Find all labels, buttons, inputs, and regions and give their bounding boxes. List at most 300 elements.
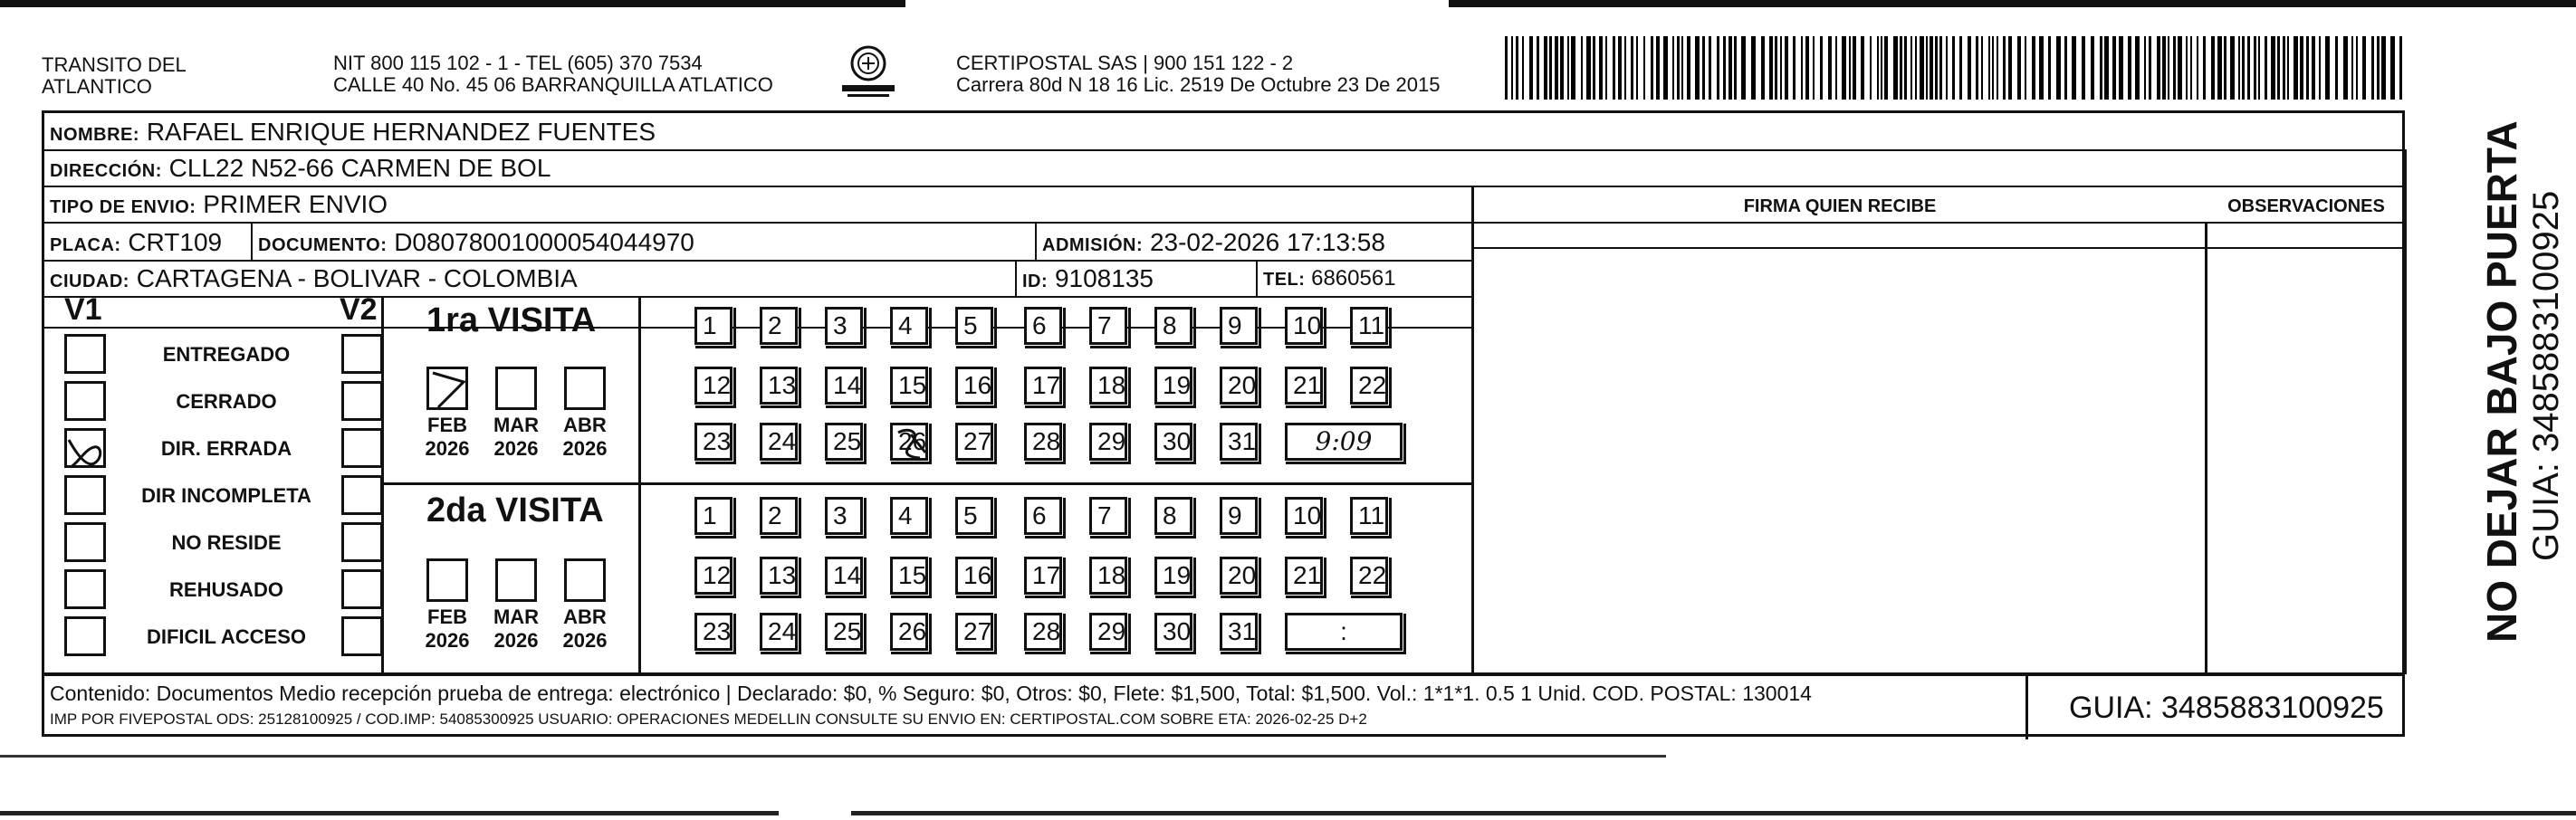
barcode-bar bbox=[2319, 36, 2321, 100]
barcode-bar bbox=[1681, 36, 1683, 100]
day-number: 13 bbox=[768, 371, 797, 399]
admision-value: 23-02-2026 17:13:58 bbox=[1149, 228, 1385, 256]
barcode-bar bbox=[1981, 36, 1983, 100]
status-label: CERRADO bbox=[176, 390, 277, 413]
day-number: 8 bbox=[1163, 501, 1177, 529]
day-cell[interactable] bbox=[1024, 557, 1062, 595]
day-cell[interactable] bbox=[955, 557, 993, 595]
barcode-bar bbox=[2242, 36, 2245, 100]
barcode-bar bbox=[1571, 36, 1575, 100]
day-cell[interactable] bbox=[760, 367, 798, 405]
barcode-bar bbox=[2190, 36, 2192, 100]
barcode-bar bbox=[2356, 36, 2358, 100]
day-number: 30 bbox=[1163, 617, 1192, 645]
day-cell[interactable] bbox=[694, 307, 733, 345]
barcode-bar bbox=[2017, 36, 2021, 100]
barcode-bar bbox=[2211, 36, 2215, 100]
barcode-bar bbox=[1544, 36, 1547, 100]
day-cell[interactable] bbox=[1154, 497, 1192, 535]
company-name bbox=[42, 54, 187, 98]
certipostal-logo-icon bbox=[840, 43, 896, 101]
day-cell[interactable] bbox=[760, 307, 798, 345]
month-year: 2026 bbox=[493, 629, 539, 652]
barcode-bar bbox=[1801, 36, 1803, 100]
barcode-bar bbox=[1618, 36, 1622, 100]
v2-checkbox[interactable] bbox=[341, 334, 383, 374]
day-cell[interactable] bbox=[1154, 423, 1192, 461]
barcode-bar bbox=[1769, 36, 1773, 100]
barcode-bar bbox=[1835, 36, 1837, 100]
barcode-bar bbox=[1663, 36, 1668, 100]
handwritten-check-icon bbox=[429, 369, 471, 413]
month-label bbox=[484, 414, 548, 461]
day-cell[interactable] bbox=[760, 557, 798, 595]
day-cell[interactable] bbox=[1024, 367, 1062, 405]
day-number: 15 bbox=[898, 371, 927, 399]
day-cell[interactable] bbox=[1024, 423, 1062, 461]
day-cell[interactable] bbox=[825, 613, 863, 651]
barcode-bar bbox=[2003, 36, 2006, 100]
barcode-bar bbox=[1904, 36, 1907, 100]
barcode-bar bbox=[1751, 36, 1756, 100]
day-number: 16 bbox=[963, 371, 992, 399]
day-cell[interactable] bbox=[1089, 367, 1127, 405]
day-cell[interactable] bbox=[955, 423, 993, 461]
barcode-bar bbox=[1511, 36, 1513, 100]
day-number: 2 bbox=[768, 311, 782, 339]
barcode-bar bbox=[2072, 36, 2076, 100]
visit-2-title: 2da VISITA bbox=[426, 491, 604, 529]
day-cell[interactable] bbox=[694, 613, 733, 651]
barcode bbox=[1505, 36, 2410, 100]
day-number: 1 bbox=[703, 501, 717, 529]
day-number: 10 bbox=[1293, 311, 1322, 339]
barcode-bar bbox=[1828, 36, 1832, 100]
courier-line: CERTIPOSTAL SAS | 900 151 122 - 2 bbox=[956, 52, 1294, 74]
day-number: 10 bbox=[1293, 501, 1322, 529]
time-field[interactable] bbox=[1285, 423, 1403, 461]
day-cell[interactable] bbox=[1220, 613, 1258, 651]
barcode-bar bbox=[2186, 36, 2188, 100]
barcode-bar bbox=[2039, 36, 2044, 100]
day-cell[interactable] bbox=[1220, 307, 1258, 345]
day-number: 27 bbox=[963, 617, 992, 645]
barcode-bar bbox=[2048, 36, 2051, 100]
barcode-bar bbox=[1672, 36, 1674, 100]
barcode-bar bbox=[2168, 36, 2169, 100]
barcode-bar bbox=[1861, 36, 1864, 100]
day-cell[interactable] bbox=[1220, 367, 1258, 405]
direccion-label: DIRECCIÓN: bbox=[50, 161, 162, 181]
day-cell[interactable] bbox=[1154, 307, 1192, 345]
barcode-bar bbox=[1560, 36, 1564, 100]
day-number: 3 bbox=[833, 311, 847, 339]
barcode-bar bbox=[1870, 36, 1872, 100]
barcode-bar bbox=[2312, 36, 2315, 100]
status-label: ENTREGADO bbox=[162, 343, 291, 366]
day-number: 23 bbox=[703, 617, 732, 645]
barcode-bar bbox=[1567, 36, 1569, 100]
barcode-bar bbox=[1939, 36, 1942, 100]
day-cell[interactable] bbox=[890, 367, 928, 405]
v1-checkbox[interactable] bbox=[64, 616, 106, 656]
documento-row bbox=[258, 229, 694, 259]
day-number: 22 bbox=[1358, 371, 1387, 399]
v2-checkbox[interactable] bbox=[341, 475, 383, 515]
day-cell[interactable] bbox=[760, 613, 798, 651]
day-cell[interactable] bbox=[890, 557, 928, 595]
day-cell[interactable] bbox=[1154, 367, 1192, 405]
day-cell[interactable] bbox=[1220, 497, 1258, 535]
barcode-bar bbox=[2283, 36, 2285, 100]
day-number: 17 bbox=[1032, 371, 1061, 399]
day-cell[interactable] bbox=[955, 497, 993, 535]
v1-checkbox[interactable] bbox=[64, 428, 106, 468]
placa-row bbox=[50, 229, 222, 259]
placa-value: CRT109 bbox=[128, 228, 223, 256]
month-checkbox[interactable] bbox=[426, 558, 468, 602]
day-number: 1 bbox=[703, 311, 717, 339]
visit-1-title: 1ra VISITA bbox=[426, 301, 597, 339]
tel-value: 6860561 bbox=[1311, 266, 1396, 291]
barcode-bar bbox=[1555, 36, 1558, 100]
day-cell[interactable] bbox=[890, 423, 928, 461]
barcode-bar bbox=[2217, 36, 2222, 100]
barcode-bar bbox=[2224, 36, 2226, 100]
barcode-bar bbox=[2178, 36, 2182, 100]
barcode-bar bbox=[2381, 36, 2386, 100]
barcode-bar bbox=[1549, 36, 1552, 100]
direccion-value: CLL22 N52-66 CARMEN DE BOL bbox=[168, 154, 551, 182]
barcode-bar bbox=[1593, 36, 1595, 100]
barcode-bar bbox=[1643, 36, 1645, 100]
day-number: 16 bbox=[963, 561, 992, 589]
month-name: ABR bbox=[563, 605, 607, 628]
barcode-bar bbox=[1893, 36, 1898, 100]
barcode-bar bbox=[2277, 36, 2280, 100]
side-guia-number: GUIA: 3485883100925 bbox=[2526, 190, 2566, 561]
day-number: 21 bbox=[1293, 371, 1322, 399]
time-value: : bbox=[1340, 617, 1347, 645]
barcode-bar bbox=[1935, 36, 1938, 100]
barcode-bar bbox=[1702, 36, 1705, 100]
barcode-bar bbox=[1884, 36, 1888, 100]
barcode-bar bbox=[1842, 36, 1846, 100]
v1-checkbox[interactable] bbox=[64, 569, 106, 609]
barcode-bar bbox=[2064, 36, 2067, 100]
day-number: 29 bbox=[1097, 617, 1126, 645]
day-cell[interactable] bbox=[1285, 307, 1323, 345]
v2-checkbox[interactable] bbox=[341, 616, 383, 656]
barcode-bar bbox=[2008, 36, 2012, 100]
barcode-bar bbox=[2144, 36, 2146, 100]
month-checkbox[interactable] bbox=[564, 558, 606, 602]
barcode-bar bbox=[1881, 36, 1882, 100]
handwritten-mark-icon bbox=[67, 431, 109, 471]
admision-label: ADMISIÓN: bbox=[1042, 235, 1144, 255]
barcode-bar bbox=[2325, 36, 2330, 100]
day-number: 18 bbox=[1097, 561, 1126, 589]
barcode-bar bbox=[1529, 36, 1533, 100]
placa-label: PLACA: bbox=[50, 235, 121, 255]
barcode-bar bbox=[2149, 36, 2151, 100]
barcode-bar bbox=[1900, 36, 1902, 100]
day-cell[interactable] bbox=[1089, 423, 1127, 461]
day-number: 21 bbox=[1293, 561, 1322, 589]
day-cell[interactable] bbox=[1154, 557, 1192, 595]
day-number: 19 bbox=[1163, 561, 1192, 589]
documento-value: D08078001000054044970 bbox=[394, 228, 694, 256]
month-checkbox[interactable] bbox=[564, 367, 606, 410]
month-year: 2026 bbox=[425, 437, 470, 460]
day-number: 3 bbox=[833, 501, 847, 529]
v2-checkbox[interactable] bbox=[341, 428, 383, 468]
barcode-bar bbox=[1537, 36, 1539, 100]
barcode-bar bbox=[2306, 36, 2309, 100]
barcode-bar bbox=[1624, 36, 1626, 100]
day-number: 2 bbox=[768, 501, 782, 529]
barcode-bar bbox=[1636, 36, 1638, 100]
month-label bbox=[416, 414, 479, 461]
v2-checkbox[interactable] bbox=[341, 381, 383, 421]
barcode-bar bbox=[1741, 36, 1746, 100]
day-cell[interactable] bbox=[694, 367, 733, 405]
day-cell[interactable] bbox=[1220, 423, 1258, 461]
barcode-bar bbox=[1946, 36, 1948, 100]
month-checkbox[interactable] bbox=[495, 367, 537, 410]
firma-header: FIRMA QUIEN RECIBE bbox=[1743, 196, 1937, 216]
day-number: 6 bbox=[1032, 311, 1047, 339]
day-number: 20 bbox=[1228, 371, 1257, 399]
barcode-bar bbox=[1930, 36, 1933, 100]
day-number: 11 bbox=[1358, 501, 1385, 529]
documento-label: DOCUMENTO: bbox=[258, 235, 388, 255]
day-cell[interactable] bbox=[955, 367, 993, 405]
barcode-bar bbox=[2265, 36, 2267, 100]
day-number: 28 bbox=[1032, 617, 1061, 645]
day-cell[interactable] bbox=[890, 613, 928, 651]
barcode-bar bbox=[2104, 36, 2109, 100]
barcode-bar bbox=[1599, 36, 1603, 100]
day-number: 24 bbox=[768, 427, 797, 455]
ciudad-row bbox=[50, 265, 578, 295]
day-number: 7 bbox=[1097, 311, 1112, 339]
day-cell[interactable] bbox=[890, 307, 928, 345]
bottom-border bbox=[0, 811, 2576, 815]
day-number: 12 bbox=[703, 371, 732, 399]
v2-checkbox[interactable] bbox=[341, 522, 383, 562]
ciudad-value: CARTAGENA - BOLIVAR - COLOMBIA bbox=[136, 264, 578, 292]
day-cell[interactable] bbox=[1350, 557, 1388, 595]
barcode-bar bbox=[1505, 36, 1508, 100]
company-line-1: TRANSITO DEL bbox=[42, 53, 187, 76]
tel-row bbox=[1263, 265, 1396, 293]
month-year: 2026 bbox=[562, 437, 608, 460]
day-number: 4 bbox=[898, 311, 913, 339]
day-cell[interactable] bbox=[955, 613, 993, 651]
month-checkbox[interactable] bbox=[426, 367, 468, 410]
footer-print-info: IMP POR FIVEPOSTAL ODS: 25128100925 / COD.IMP: 54085300925 USUARIO: OPERACIONES MEDELLIN CONSULTE SU ENVIO EN: CERTIPOSTAL.COM SOBRE ETA: 2026-02-25 D+2 bbox=[50, 710, 1367, 728]
barcode-bar bbox=[1968, 36, 1971, 100]
status-label: DIR. ERRADA bbox=[160, 437, 292, 460]
barcode-bar bbox=[2128, 36, 2131, 100]
barcode-bar bbox=[1605, 36, 1607, 100]
day-number: 6 bbox=[1032, 501, 1047, 529]
day-cell[interactable] bbox=[955, 307, 993, 345]
barcode-bar bbox=[1729, 36, 1732, 100]
day-number: 5 bbox=[963, 311, 978, 339]
address-line: CALLE 40 No. 45 06 BARRANQUILLA ATLATICO bbox=[333, 73, 773, 96]
day-number: 19 bbox=[1163, 371, 1192, 399]
day-number: 18 bbox=[1097, 371, 1126, 399]
barcode-bar bbox=[1651, 36, 1653, 100]
day-cell[interactable] bbox=[1154, 613, 1192, 651]
barcode-bar bbox=[2082, 36, 2085, 100]
barcode-bar bbox=[1793, 36, 1796, 100]
id-label: ID: bbox=[1022, 272, 1049, 291]
day-cell[interactable] bbox=[1089, 613, 1127, 651]
time-field[interactable] bbox=[1285, 613, 1403, 651]
barcode-bar bbox=[1775, 36, 1777, 100]
barcode-bar bbox=[2230, 36, 2235, 100]
tipo-label: TIPO DE ENVIO: bbox=[50, 197, 196, 217]
day-number: 28 bbox=[1032, 427, 1061, 455]
tel-label: TEL: bbox=[1263, 270, 1306, 290]
barcode-bar bbox=[2032, 36, 2035, 100]
barcode-bar bbox=[1952, 36, 1955, 100]
company-line-2: ATLANTICO bbox=[42, 75, 152, 98]
month-label bbox=[416, 605, 479, 653]
time-value: 9:09 bbox=[1315, 426, 1373, 456]
observaciones-header: OBSERVACIONES bbox=[2227, 196, 2385, 216]
barcode-bar bbox=[2197, 36, 2198, 100]
barcode-bar bbox=[2377, 36, 2380, 100]
day-number: 11 bbox=[1358, 311, 1385, 339]
ciudad-label: CIUDAD: bbox=[50, 272, 129, 291]
barcode-bar bbox=[1687, 36, 1690, 100]
barcode-bar bbox=[1910, 36, 1912, 100]
barcode-bar bbox=[1926, 36, 1928, 100]
day-number: 31 bbox=[1228, 617, 1257, 645]
barcode-bar bbox=[1988, 36, 1990, 100]
day-cell[interactable] bbox=[1024, 307, 1062, 345]
day-cell[interactable] bbox=[825, 557, 863, 595]
v1-checkbox[interactable] bbox=[64, 334, 106, 374]
barcode-bar bbox=[2247, 36, 2250, 100]
barcode-bar bbox=[1723, 36, 1726, 100]
v1-checkbox[interactable] bbox=[64, 381, 106, 421]
status-label: NO RESIDE bbox=[171, 531, 282, 554]
day-cell[interactable] bbox=[1285, 557, 1323, 595]
day-cell[interactable] bbox=[890, 497, 928, 535]
month-name: MAR bbox=[493, 414, 540, 436]
v2-header: V2 bbox=[340, 292, 378, 327]
day-cell[interactable] bbox=[694, 497, 733, 535]
barcode-bar bbox=[1805, 36, 1809, 100]
day-cell[interactable] bbox=[825, 367, 863, 405]
day-cell[interactable] bbox=[1285, 497, 1323, 535]
day-cell[interactable] bbox=[1350, 367, 1388, 405]
day-cell[interactable] bbox=[1089, 307, 1127, 345]
day-number: 22 bbox=[1358, 561, 1387, 589]
barcode-bar bbox=[1516, 36, 1518, 100]
delivery-form bbox=[42, 110, 2405, 737]
barcode-bar bbox=[2173, 36, 2176, 100]
barcode-bar bbox=[2287, 36, 2289, 100]
barcode-bar bbox=[1677, 36, 1680, 100]
day-cell[interactable] bbox=[694, 423, 733, 461]
barcode-bar bbox=[2300, 36, 2303, 100]
day-cell[interactable] bbox=[1089, 497, 1127, 535]
nombre-row bbox=[50, 119, 656, 148]
day-cell[interactable] bbox=[1285, 367, 1323, 405]
barcode-bar bbox=[2362, 36, 2366, 100]
day-number: 9 bbox=[1228, 501, 1242, 529]
day-number: 24 bbox=[768, 617, 797, 645]
day-cell[interactable] bbox=[1024, 613, 1062, 651]
day-cell[interactable] bbox=[694, 557, 733, 595]
barcode-bar bbox=[2371, 36, 2374, 100]
month-checkbox[interactable] bbox=[495, 558, 537, 602]
barcode-bar bbox=[2119, 36, 2123, 100]
day-number: 27 bbox=[963, 427, 992, 455]
day-cell[interactable] bbox=[760, 497, 798, 535]
day-cell[interactable] bbox=[760, 423, 798, 461]
month-label bbox=[484, 605, 548, 653]
direccion-row bbox=[50, 155, 551, 185]
day-number: 30 bbox=[1163, 427, 1192, 455]
barcode-bar bbox=[1785, 36, 1788, 100]
barcode-bar bbox=[2335, 36, 2338, 100]
barcode-bar bbox=[2399, 36, 2402, 100]
day-number: 26 bbox=[898, 617, 927, 645]
top-border-gap bbox=[905, 0, 1449, 7]
day-cell[interactable] bbox=[1220, 557, 1258, 595]
barcode-bar bbox=[1613, 36, 1615, 100]
day-cell[interactable] bbox=[1089, 557, 1127, 595]
day-cell[interactable] bbox=[825, 497, 863, 535]
day-cell[interactable] bbox=[1024, 497, 1062, 535]
v2-checkbox[interactable] bbox=[341, 569, 383, 609]
barcode-bar bbox=[1920, 36, 1924, 100]
barcode-bar bbox=[1976, 36, 1978, 100]
day-number: 17 bbox=[1032, 561, 1061, 589]
day-number: 9 bbox=[1228, 311, 1242, 339]
courier-info bbox=[956, 52, 1440, 96]
barcode-bar bbox=[2238, 36, 2240, 100]
day-number: 25 bbox=[833, 617, 862, 645]
v1-checkbox[interactable] bbox=[64, 522, 106, 562]
barcode-bar bbox=[2258, 36, 2260, 100]
barcode-bar bbox=[1780, 36, 1782, 100]
handwritten-day-mark-icon bbox=[893, 425, 931, 463]
day-cell[interactable] bbox=[1350, 497, 1388, 535]
day-cell[interactable] bbox=[825, 307, 863, 345]
id-value: 9108135 bbox=[1054, 264, 1154, 292]
v1-checkbox[interactable] bbox=[64, 475, 106, 515]
barcode-bar bbox=[2056, 36, 2061, 100]
day-cell[interactable] bbox=[1350, 307, 1388, 345]
day-cell[interactable] bbox=[825, 423, 863, 461]
barcode-bar bbox=[2100, 36, 2102, 100]
courier-license-line: Carrera 80d N 18 16 Lic. 2519 De Octubre 23 De 2015 bbox=[956, 73, 1441, 96]
barcode-bar bbox=[1849, 36, 1851, 100]
day-number: 29 bbox=[1097, 427, 1126, 455]
id-row bbox=[1022, 265, 1154, 295]
barcode-bar bbox=[1522, 36, 1524, 100]
barcode-bar bbox=[2025, 36, 2026, 100]
status-label: DIR INCOMPLETA bbox=[141, 484, 311, 507]
